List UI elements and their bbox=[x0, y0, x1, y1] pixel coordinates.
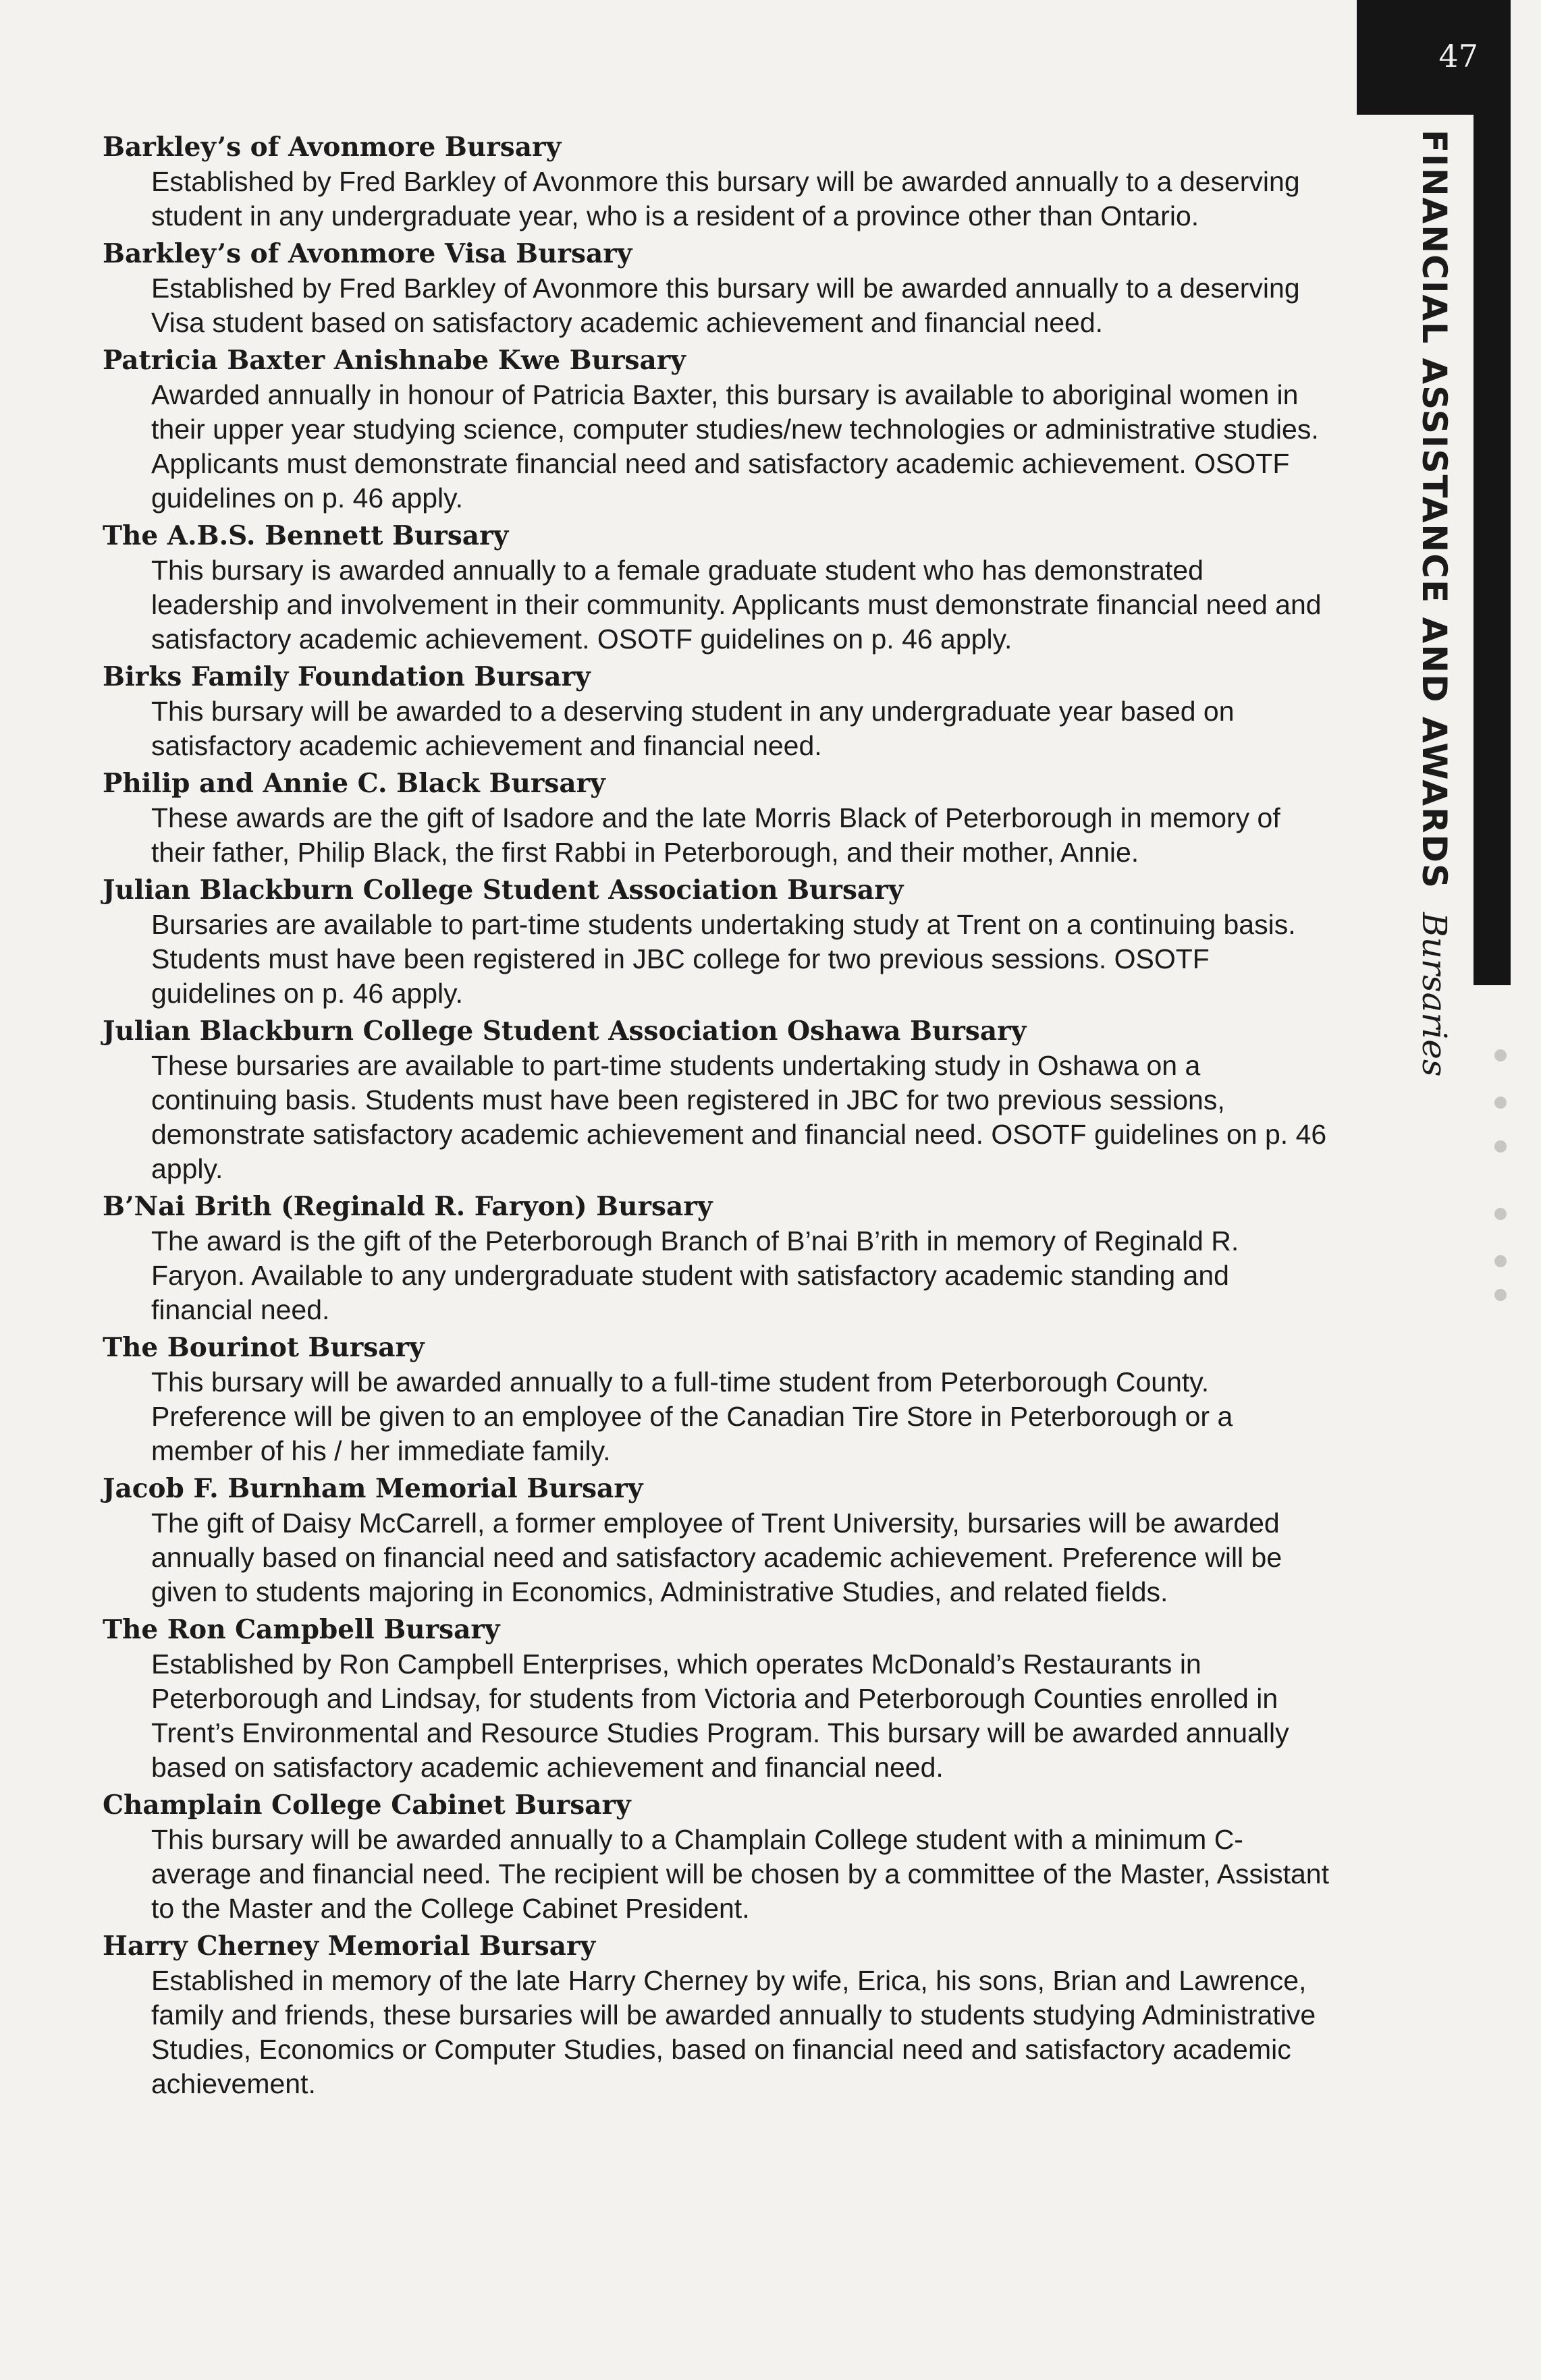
subsection-title: Bursaries bbox=[1415, 912, 1454, 1077]
bursary-description: This bursary will be awarded to a deserving student in any undergraduate year based on satisfactory academic achievement and financial need. bbox=[151, 696, 1235, 761]
section-title: FINANCIAL ASSISTANCE AND AWARDS bbox=[1415, 130, 1454, 890]
bursary-entry bbox=[103, 1929, 1331, 2101]
bursary-entry bbox=[103, 1471, 1331, 1609]
scan-mark bbox=[1494, 1140, 1507, 1153]
bursary-entry bbox=[103, 766, 1331, 870]
bursary-entry bbox=[103, 1612, 1331, 1785]
bursary-description: These awards are the gift of Isadore and the late Morris Black of Peterborough in memory of their father, Philip Black, the first Rabbi in Peterborough, and their mother, Annie. bbox=[151, 802, 1280, 868]
section-side-label bbox=[1397, 130, 1471, 1077]
scan-mark bbox=[1494, 1289, 1507, 1301]
bursary-title: The Ron Campbell Bursary bbox=[103, 1614, 500, 1645]
bursary-entry bbox=[103, 130, 1331, 233]
page-number: 47 bbox=[1438, 38, 1478, 74]
bursary-list bbox=[103, 130, 1331, 2104]
bursary-description: This bursary will be awarded annually to a full-time student from Peterborough County. Preference will be given to an employee of the Canadian Tire Store in Peterborough or a member of his / her immediate family. bbox=[151, 1366, 1233, 1466]
bursary-entry bbox=[103, 1014, 1331, 1186]
bursary-title: Harry Cherney Memorial Bursary bbox=[103, 1931, 596, 1962]
scan-mark bbox=[1494, 1255, 1507, 1267]
bursary-description: This bursary will be awarded annually to a Champlain College student with a minimum C- average and financial need. The recipient will be chosen by a committee of the Master, Assistant to the Master and the College Cabinet President. bbox=[151, 1824, 1330, 1924]
bursary-title: Patricia Baxter Anishnabe Kwe Bursary bbox=[103, 345, 686, 376]
page-number-tab bbox=[1357, 0, 1511, 115]
bursary-title: Champlain College Cabinet Bursary bbox=[103, 1790, 631, 1821]
bursary-title: The Bourinot Bursary bbox=[103, 1332, 425, 1363]
bursary-title: Barkley’s of Avonmore Bursary bbox=[103, 132, 562, 163]
bursary-description: Bursaries are available to part-time students undertaking study at Trent on a continuing basis. Students must have been registered in JBC college for two previous sessions. OSOTF guidelines on p. 46 apply. bbox=[151, 909, 1296, 1009]
bursary-title: Barkley’s of Avonmore Visa Bursary bbox=[103, 238, 632, 269]
bursary-title: Julian Blackburn College Student Association Oshawa Bursary bbox=[103, 1016, 1027, 1047]
bursary-title: Philip and Annie C. Black Bursary bbox=[103, 768, 605, 799]
bursary-description: Established by Fred Barkley of Avonmore this bursary will be awarded annually to a deserving Visa student based on satisfactory academic achievement and financial need. bbox=[151, 273, 1300, 338]
bursary-description: These bursaries are available to part-time students undertaking study in Oshawa on a continuing basis. Students must have been registered in JBC for two previous sessions, demonstrate satisfactory academic achievement and financial need. OSOTF guidelines on p. 46 apply. bbox=[151, 1050, 1327, 1184]
bursary-title: B’Nai Brith (Reginald R. Faryon) Bursary bbox=[103, 1191, 713, 1222]
bursary-entry bbox=[103, 1788, 1331, 1926]
bursary-entry bbox=[103, 518, 1331, 657]
bursary-description: Established by Ron Campbell Enterprises, which operates McDonald’s Restaurants in Peterborough and Lindsay, for students from Victoria and Peterborough Counties enrolled in Trent’s Environmental and Resource Studies Program. This bursary will be awarded annually based on satisfactory academic achievement and financial need. bbox=[151, 1649, 1289, 1783]
bursary-entry bbox=[103, 236, 1331, 340]
scan-mark bbox=[1494, 1097, 1507, 1109]
bursary-title: Birks Family Foundation Bursary bbox=[103, 661, 591, 692]
bursary-title: The A.B.S. Bennett Bursary bbox=[103, 520, 509, 551]
scan-mark bbox=[1494, 1049, 1507, 1061]
bursary-description: Established in memory of the late Harry Cherney by wife, Erica, his sons, Brian and Lawrence, family and friends, these bursaries will be awarded annually to students studying Administrative Studies, Economics or Computer Studies, based on financial need and satisfactory academic achievement. bbox=[151, 1965, 1316, 2099]
bursary-description: This bursary is awarded annually to a female graduate student who has demonstrated leadership and involvement in their community. Applicants must demonstrate financial need and satisfactory academic achievement. OSOTF guidelines on p. 46 apply. bbox=[151, 555, 1322, 655]
bursary-description: The award is the gift of the Peterborough Branch of B’nai B’rith in memory of Reginald R. Faryon. Available to any undergraduate student with satisfactory academic standing and financial need. bbox=[151, 1225, 1239, 1325]
bursary-entry bbox=[103, 873, 1331, 1011]
bursary-title: Julian Blackburn College Student Association Bursary bbox=[103, 875, 904, 906]
bursary-entry bbox=[103, 1330, 1331, 1468]
bursary-entry bbox=[103, 659, 1331, 763]
bursary-description: Awarded annually in honour of Patricia Baxter, this bursary is available to aboriginal women in their upper year studying science, computer studies/new technologies or administrative studies. Applicants must demonstrate financial need and satisfactory academic achievement. OSOTF guidelines on p. 46 apply. bbox=[151, 379, 1319, 514]
bursary-title: Jacob F. Burnham Memorial Bursary bbox=[103, 1473, 643, 1504]
scan-mark bbox=[1494, 1208, 1507, 1220]
section-side-bar bbox=[1474, 115, 1511, 985]
bursary-description: The gift of Daisy McCarrell, a former employee of Trent University, bursaries will be awarded annually based on financial need and satisfactory academic achievement. Preference will be given to students majoring in Economics, Administrative Studies, and related fields. bbox=[151, 1507, 1282, 1607]
bursary-description: Established by Fred Barkley of Avonmore this bursary will be awarded annually to a deserving student in any undergraduate year, who is a resident of a province other than Ontario. bbox=[151, 166, 1300, 231]
bursary-entry bbox=[103, 1189, 1331, 1327]
bursary-entry bbox=[103, 343, 1331, 516]
